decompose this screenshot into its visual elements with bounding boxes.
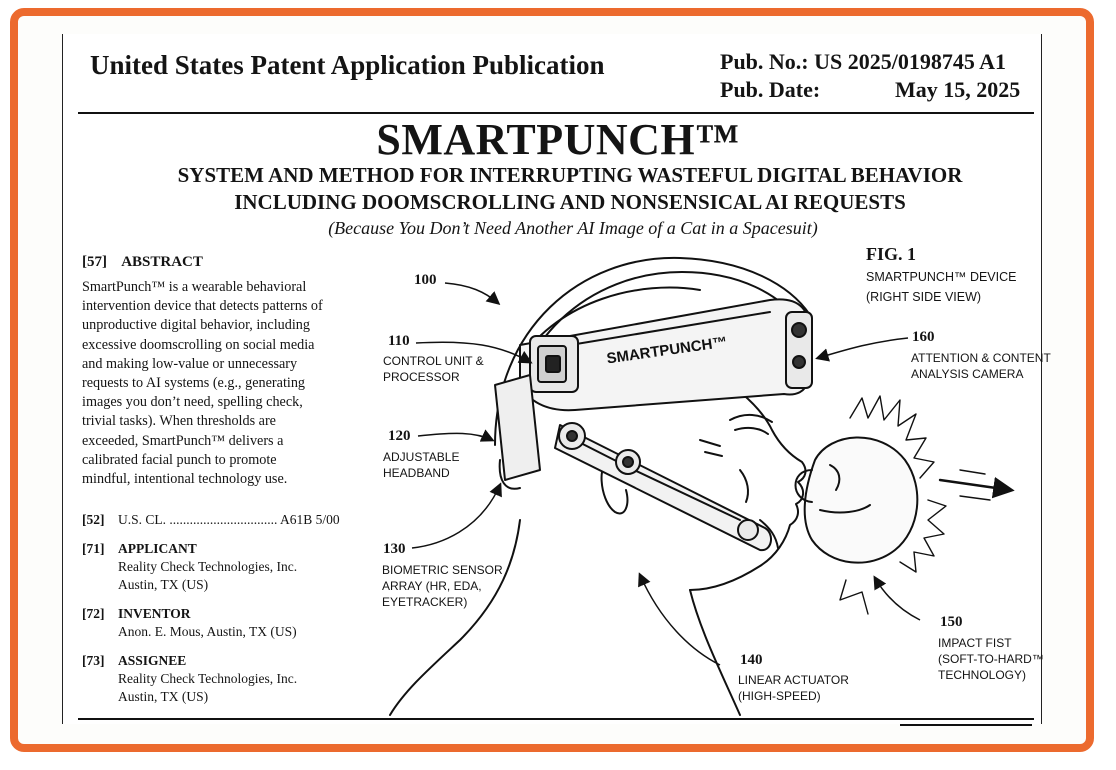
- assignee-label: ASSIGNEE: [118, 653, 187, 668]
- callout-150-line: (SOFT-TO-HARD™: [938, 652, 1044, 666]
- abstract-code: [57]: [82, 254, 107, 270]
- callout-160-number: 160: [912, 329, 935, 345]
- callout-150-line: TECHNOLOGY): [938, 668, 1027, 682]
- field-code: [73]: [82, 653, 105, 668]
- invention-tagline: (Because You Don’t Need Another AI Image of a Cat in a Spacesuit): [328, 218, 818, 238]
- callout-110-line: CONTROL UNIT &: [383, 354, 484, 368]
- figure-caption-line1: SMARTPUNCH™ DEVICE: [866, 270, 1017, 284]
- throat-outline: [690, 590, 740, 715]
- callout-160-caption: [911, 350, 1051, 382]
- inventor-label: INVENTOR: [118, 606, 191, 621]
- callout-130-line: ARRAY (HR, EDA,: [382, 579, 482, 593]
- abstract-line: trivial tasks). When thresholds are: [82, 413, 276, 430]
- pub-date-label: Pub. Date:: [720, 77, 821, 102]
- abstract-label: ABSTRACT: [121, 254, 203, 270]
- leader-120: [418, 433, 492, 440]
- callout-130-line: EYETRACKER): [382, 595, 468, 609]
- motion-arrow: [940, 480, 1010, 490]
- abstract-line: exceeded, SmartPunch™ delivers a: [82, 432, 284, 449]
- abstract-line: mindful, intentional technology use.: [82, 471, 288, 488]
- impact-fist: [796, 437, 918, 562]
- callout-160-line: ATTENTION & CONTENT: [911, 351, 1051, 365]
- actuator-arm: [555, 423, 771, 550]
- invention-title-line1: SYSTEM AND METHOD FOR INTERRUPTING WASTEFUL DIGITAL BEHAVIOR: [177, 163, 963, 187]
- field-code: [72]: [82, 606, 105, 621]
- inventor-name: Anon. E. Mous, Austin, TX (US): [118, 624, 297, 639]
- device-brand-text: SMARTPUNCH™: [605, 333, 729, 368]
- us-cl-value: U.S. CL. ................................ A61B 5/00: [118, 512, 340, 527]
- pub-number: Pub. No.: US 2025/0198745 A1: [720, 49, 1007, 74]
- figure-caption-line2: (RIGHT SIDE VIEW): [866, 290, 982, 304]
- abstract-line: and making low-value or unnecessary: [82, 355, 298, 372]
- callout-130-line: BIOMETRIC SENSOR: [382, 563, 503, 577]
- leader-150: [875, 578, 920, 620]
- eye-outline: [735, 428, 768, 434]
- figure-label: FIG. 1: [866, 244, 917, 264]
- neck-outline: [390, 520, 520, 715]
- leader-100: [445, 283, 498, 303]
- publication-title: United States Patent Application Publication: [90, 50, 605, 80]
- callout-150-line: IMPACT FIST: [938, 636, 1012, 650]
- applicant-name: Reality Check Technologies, Inc.: [118, 559, 298, 574]
- callout-110-caption: [383, 353, 484, 385]
- abstract-line: excessive doomscrolling on social media: [82, 336, 315, 353]
- assignee-location: Austin, TX (US): [118, 689, 209, 704]
- abstract-line: intervention device that detects patterns of: [82, 298, 323, 315]
- callout-120-caption: [383, 449, 459, 481]
- callout-120-line: HEADBAND: [383, 466, 450, 480]
- callout-140-caption: [738, 672, 849, 704]
- invention-title-line2: INCLUDING DOOMSCROLLING AND NONSENSICAL AI REQUESTS: [234, 190, 906, 214]
- pub-date: May 15, 2025: [895, 77, 1021, 102]
- applicant-label: APPLICANT: [118, 541, 197, 556]
- callout-120-number: 120: [388, 428, 411, 444]
- callout-140-number: 140: [740, 652, 763, 668]
- abstract-line: SmartPunch™ is a wearable behavioral: [82, 279, 307, 295]
- callout-130-caption: [382, 562, 503, 610]
- abstract-line: unproductive digital behavior, including: [82, 317, 310, 334]
- assignee-name: Reality Check Technologies, Inc.: [118, 671, 298, 686]
- callout-120-line: ADJUSTABLE: [383, 450, 460, 464]
- applicant-location: Austin, TX (US): [118, 577, 209, 592]
- callout-140-line: (HIGH-SPEED): [738, 689, 821, 703]
- callout-150-caption: [938, 635, 1044, 683]
- callout-110-line: PROCESSOR: [383, 370, 460, 384]
- callout-160-line: ANALYSIS CAMERA: [911, 367, 1024, 381]
- callout-130-number: 130: [383, 541, 406, 557]
- invention-name: SMARTPUNCH™: [376, 115, 740, 164]
- field-code: [71]: [82, 541, 105, 556]
- abstract-line: requests to AI systems (e.g., generating: [82, 375, 306, 392]
- abstract-line: images you don’t need, spelling check,: [82, 394, 303, 411]
- leader-130: [412, 485, 500, 548]
- callout-100-number: 100: [414, 272, 437, 288]
- field-code: [52]: [82, 512, 105, 527]
- callout-150-number: 150: [940, 614, 963, 630]
- callout-110-number: 110: [388, 333, 410, 349]
- leader-160: [818, 338, 908, 358]
- abstract-line: calibrated facial punch to promote: [82, 451, 277, 468]
- callout-140-line: LINEAR ACTUATOR: [738, 673, 849, 687]
